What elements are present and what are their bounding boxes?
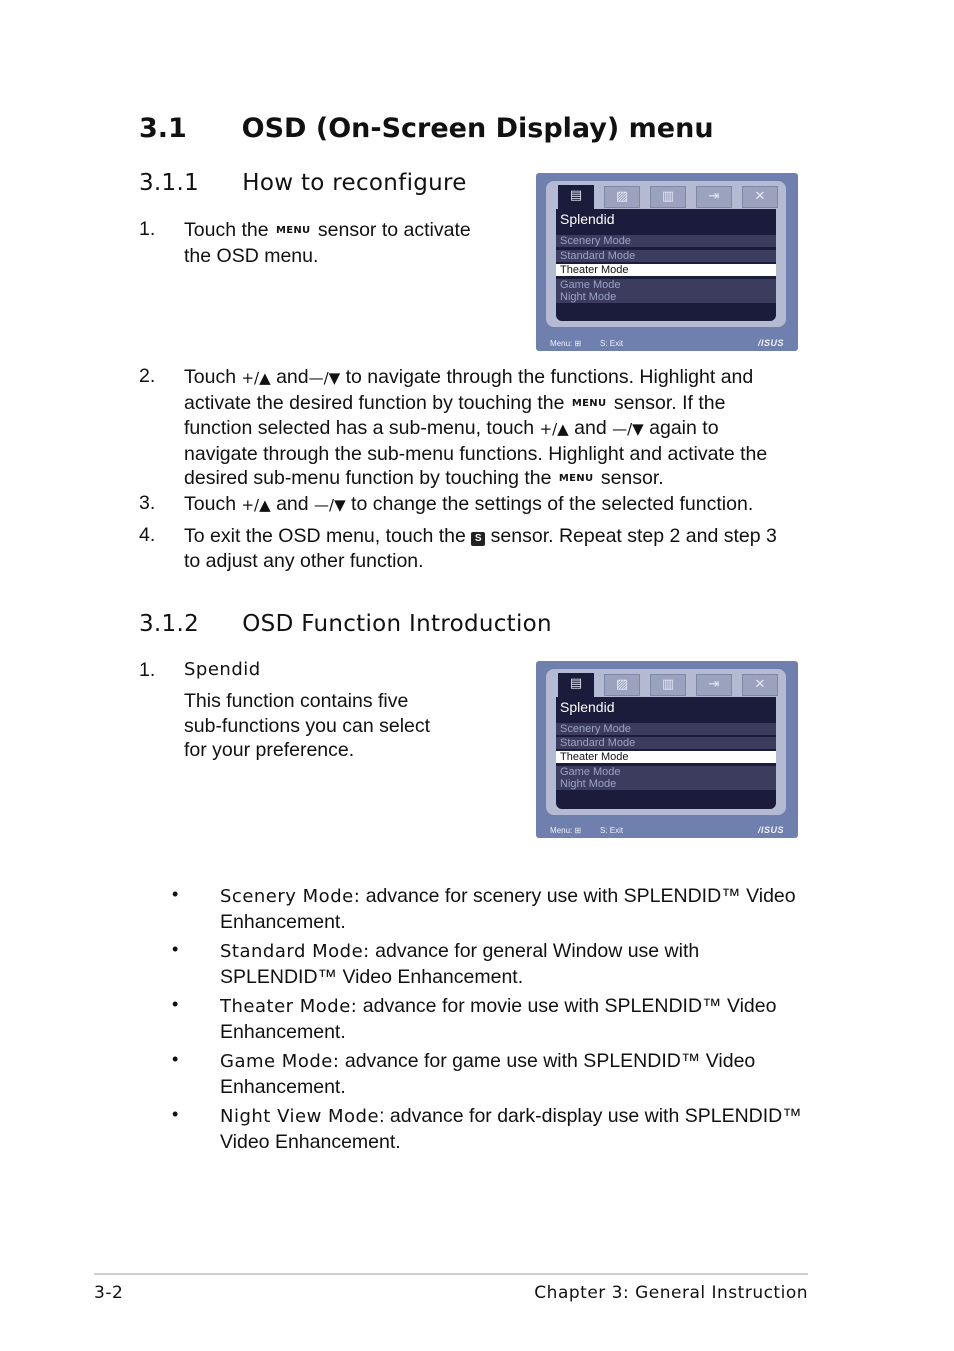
image-icon: ▨ (615, 189, 629, 204)
step-4-text (184, 524, 824, 573)
enter-icon: ⊞ (574, 339, 582, 348)
step-number: 1. (139, 218, 156, 240)
subsection-number: 3.1.1 (139, 170, 200, 196)
osd-footer-menu (550, 339, 581, 348)
section-number: 3.1 (139, 113, 187, 144)
step-text: and (574, 417, 607, 439)
osd-title: Splendid (560, 211, 615, 227)
bullet-item (220, 1104, 820, 1154)
osd-mode-item-selected: Theater Mode (556, 751, 776, 763)
tab-color (650, 186, 686, 208)
tab-setup (742, 186, 778, 208)
footer-rule (94, 1273, 808, 1275)
osd-footer-exit: S: Exit (600, 339, 624, 348)
bullet-dot: • (172, 1049, 179, 1069)
minus-down-icon: —/▼ (612, 420, 644, 438)
enter-icon: ⊞ (574, 826, 582, 835)
item-number: 1. (139, 659, 156, 681)
osd-mode-item: Scenery Mode (556, 235, 776, 247)
bullet-text: Video Enhancement. (220, 1130, 401, 1153)
subsection-heading-1 (139, 170, 467, 196)
osd-mode-item: Game Mode (556, 279, 776, 291)
step-text: Touch (184, 493, 237, 515)
step-text: navigate through the sub-menu functions. Highlight and activate the (184, 442, 768, 465)
osd-mode-item: Standard Mode (556, 737, 776, 749)
osd-screenshot (536, 173, 798, 351)
step-1-text (184, 218, 504, 268)
section-title: OSD (On-Screen Display) menu (241, 113, 714, 144)
bullet-text: advance for general Window use with (375, 940, 700, 962)
image-icon: ▨ (615, 677, 629, 692)
osd-mode-item: Game Mode (556, 766, 776, 778)
step-text: activate the desired function by touching the (184, 391, 565, 414)
color-icon: ▥ (661, 677, 675, 692)
splendid-icon: ▤ (569, 188, 583, 203)
menu-key-icon: MENU (571, 397, 607, 409)
osd-mode-item: Night Mode (556, 778, 776, 790)
bullet-dot: • (172, 1104, 179, 1124)
minus-down-icon: —/▼ (314, 496, 346, 514)
bullet-text: SPLENDID™ Video Enhancement. (220, 965, 524, 988)
bullet-dot: • (172, 939, 179, 959)
osd-title: Splendid (560, 699, 615, 715)
plus-up-icon: +/▲ (241, 496, 271, 514)
osd-footer-label: Menu: (550, 339, 573, 348)
osd-window (556, 209, 776, 321)
step-number: 4. (139, 524, 156, 546)
asus-logo: /ISUS (757, 825, 784, 835)
step-number: 2. (139, 365, 156, 387)
step-text: sensor. If the (613, 391, 726, 414)
osd-frame (546, 669, 786, 815)
tab-input (696, 186, 732, 208)
s-key-icon: S (471, 532, 485, 546)
osd-screenshot (536, 661, 798, 838)
desc-line: for your preference. (184, 739, 355, 761)
bullet-term: Theater Mode: (220, 996, 358, 1017)
section-heading (139, 113, 714, 144)
step-text: desired sub-menu function by touching the (184, 467, 552, 489)
asus-logo: /ISUS (757, 338, 784, 348)
osd-frame (546, 181, 786, 327)
splendid-icon: ▤ (569, 676, 583, 691)
color-icon: ▥ (661, 189, 675, 204)
step-text: sensor. Repeat step 2 and step 3 (490, 525, 777, 547)
bullet-text: advance for movie use with SPLENDID™ Video (362, 995, 777, 1017)
step-text: to adjust any other function. (184, 549, 424, 572)
page-number: 3-2 (94, 1283, 124, 1303)
bullet-text: Enhancement. (220, 910, 346, 933)
input-icon: ⇥ (708, 189, 720, 204)
bullet-dot: • (172, 994, 179, 1014)
bullet-text: Enhancement. (220, 1075, 346, 1098)
step-text: sensor to activate (317, 219, 471, 241)
tab-setup (742, 674, 778, 696)
step-text: sensor. (600, 467, 664, 489)
subsection-title: How to reconfigure (242, 170, 467, 196)
step-text: again to (649, 417, 719, 439)
plus-up-icon: +/▲ (241, 369, 271, 387)
step-text: function selected has a sub-menu, touch (184, 417, 535, 439)
tools-icon: ✕ (754, 189, 766, 204)
splendid-label: Spendid (184, 659, 261, 680)
bullet-item (220, 1049, 820, 1099)
subsection-number: 3.1.2 (139, 611, 200, 637)
osd-footer-exit: S: Exit (600, 826, 624, 835)
bullet-term: Standard Mode: (220, 941, 370, 962)
bullet-text: Enhancement. (220, 1020, 346, 1043)
osd-footer-menu (550, 826, 581, 835)
bullet-item (220, 884, 820, 934)
bullet-item (220, 994, 820, 1044)
tools-icon: ✕ (754, 677, 766, 692)
osd-window (556, 697, 776, 809)
bullet-dot: • (172, 884, 179, 904)
subsection-heading-2 (139, 611, 552, 637)
desc-line: sub-functions you can select (184, 714, 431, 737)
step-text: to change the settings of the selected function. (351, 493, 754, 515)
bullet-text: advance for scenery use with SPLENDID™ Video (365, 885, 796, 907)
step-3-text (184, 492, 824, 518)
step-text: and (276, 493, 309, 515)
step-text: Touch (184, 366, 237, 388)
osd-footer-label: Menu: (550, 826, 573, 835)
step-text: the OSD menu. (184, 244, 319, 267)
chapter-title: Chapter 3: General Instruction (534, 1283, 808, 1303)
bullet-term: Game Mode: (220, 1051, 340, 1072)
subsection-title: OSD Function Introduction (242, 611, 552, 637)
splendid-description (184, 689, 484, 763)
step-text: Touch the (184, 219, 269, 241)
minus-down-icon: —/▼ (308, 369, 341, 387)
osd-mode-item: Night Mode (556, 291, 776, 303)
step-text: To exit the OSD menu, touch the (184, 525, 466, 547)
step-text: to navigate through the functions. Highlight and (345, 366, 754, 388)
tab-image (604, 186, 640, 208)
bullet-term: Scenery Mode: (220, 886, 361, 907)
osd-mode-item-selected: Theater Mode (556, 264, 776, 276)
bullet-text: advance for game use with SPLENDID™ Video (344, 1050, 756, 1072)
menu-key-icon: MENU (275, 225, 311, 236)
osd-mode-item: Standard Mode (556, 250, 776, 262)
menu-key-icon: MENU (558, 473, 594, 484)
step-2-text (184, 365, 814, 492)
osd-mode-item: Scenery Mode (556, 723, 776, 735)
step-number: 3. (139, 492, 156, 514)
step-text: and (276, 366, 309, 388)
tab-color (650, 674, 686, 696)
desc-line: This function contains five (184, 690, 409, 712)
bullet-item (220, 939, 820, 989)
plus-up-icon: +/▲ (539, 420, 569, 438)
tab-image (604, 674, 640, 696)
input-icon: ⇥ (708, 677, 720, 692)
bullet-term: Night View Mode (220, 1106, 380, 1127)
tab-input (696, 674, 732, 696)
bullet-text: : advance for dark-display use with SPLENDID™ (379, 1105, 802, 1127)
